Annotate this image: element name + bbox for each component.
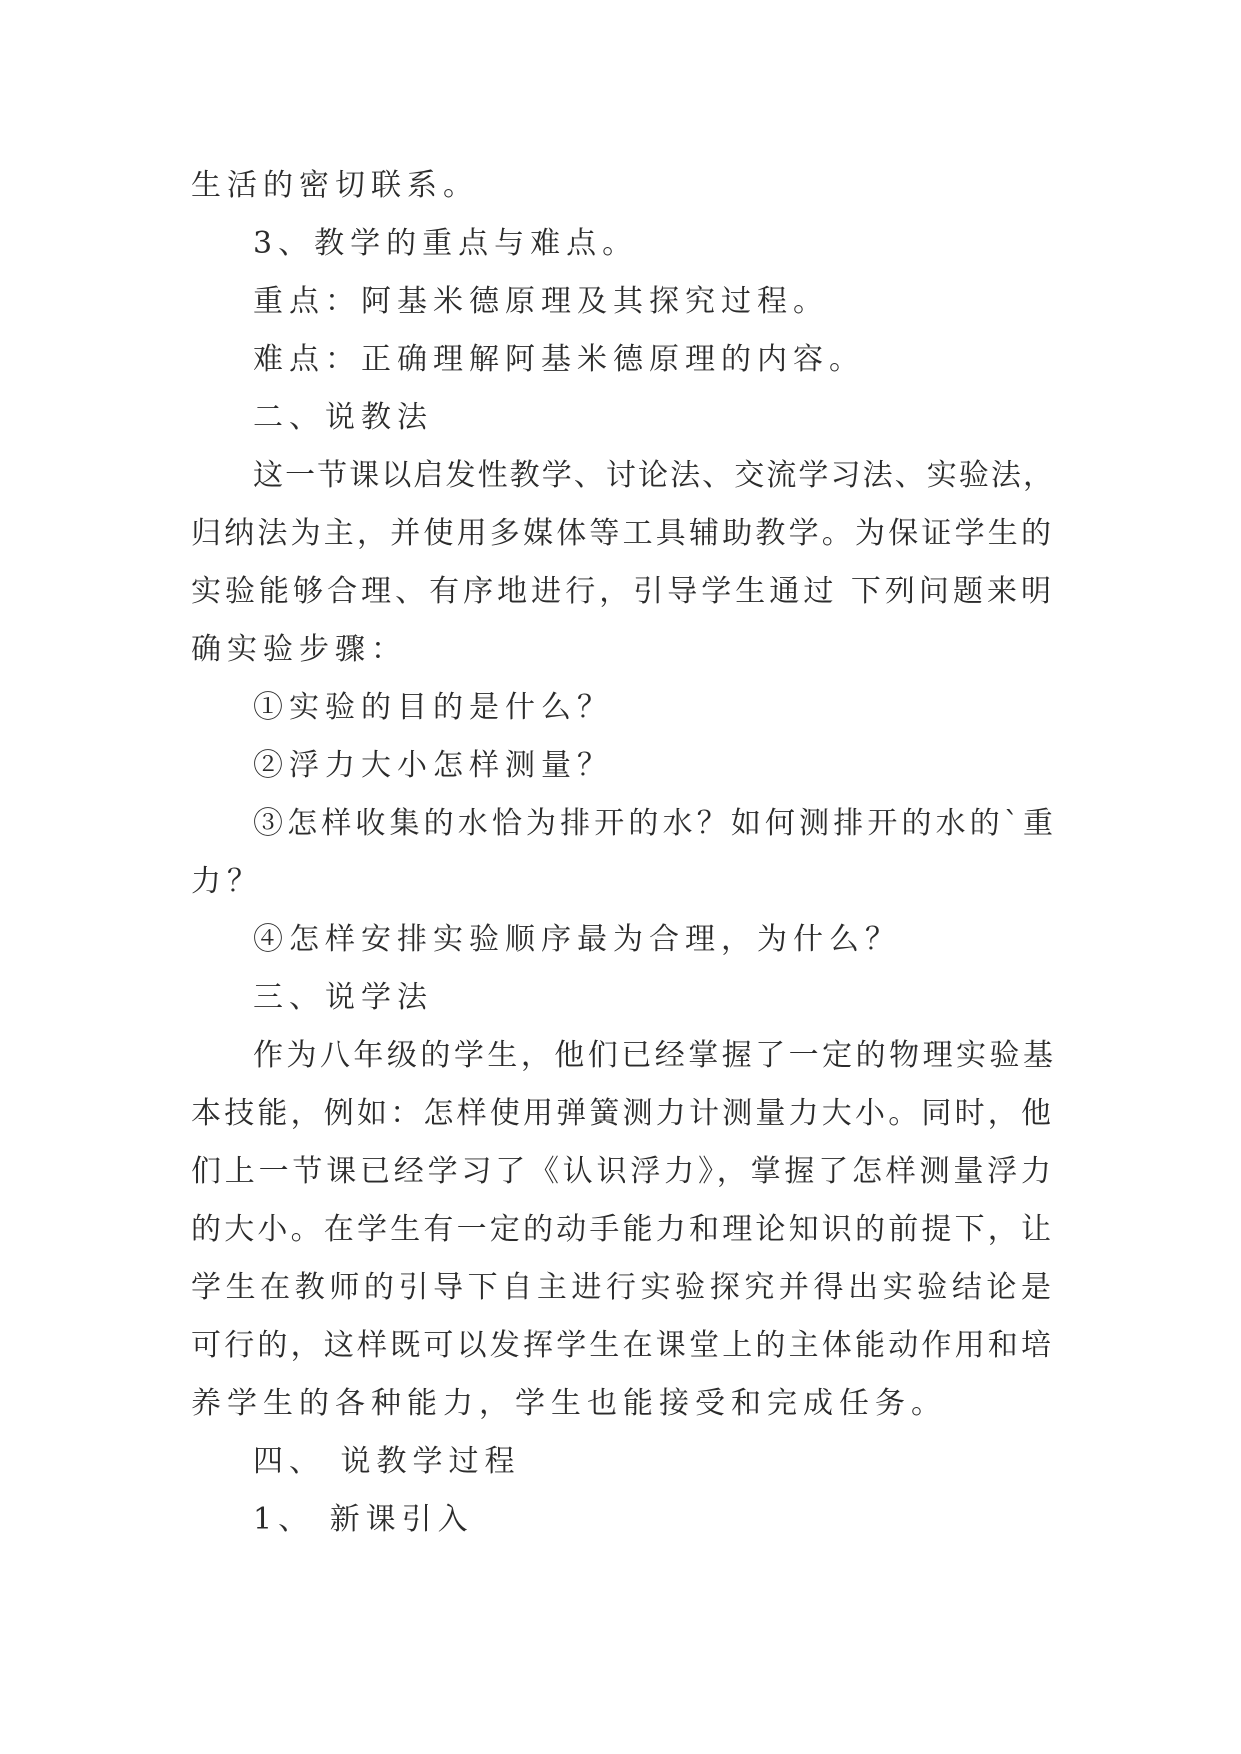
text-line: 这一节课以启发性教学、讨论法、交流学习法、实验法， (253, 458, 1053, 493)
text-line: 本技能，例如：怎样使用弹簧测力计测量力大小。同时，他 (191, 1096, 1051, 1131)
list-item: ②浮力大小怎样测量？ (253, 748, 613, 783)
text-line: 难点：正确理解阿基米德原理的内容。 (253, 342, 865, 377)
text-line: 可行的，这样既可以发挥学生在课堂上的主体能动作用和培 (191, 1328, 1051, 1363)
text-line: 的大小。在学生有一定的动手能力和理论知识的前提下，让 (191, 1212, 1051, 1247)
section-heading: 二、说教法 (253, 400, 433, 435)
section-heading: 四、 说教学过程 (253, 1444, 521, 1479)
section-heading: 三、说学法 (253, 980, 433, 1015)
text-line: 3、教学的重点与难点。 (253, 226, 639, 261)
text-line: 们上一节课已经学习了《认识浮力》，掌握了怎样测量浮力 (191, 1154, 1051, 1189)
text-line: 养学生的各种能力，学生也能接受和完成任务。 (191, 1386, 947, 1421)
text-line: 确实验步骤： (191, 632, 407, 667)
text-line: 学生在教师的引导下自主进行实验探究并得出实验结论是 (191, 1270, 1051, 1305)
subsection-heading: 1、 新课引入 (253, 1502, 474, 1537)
list-item: ①实验的目的是什么？ (253, 690, 613, 725)
text-line: 实验能够合理、有序地进行，引导学生通过 下列问题来明 (191, 574, 1051, 609)
text-line: 力？ (191, 864, 263, 899)
list-item: ④怎样安排实验顺序最为合理，为什么？ (253, 922, 901, 957)
text-line: 重点：阿基米德原理及其探究过程。 (253, 284, 829, 319)
text-line: 归纳法为主，并使用多媒体等工具辅助教学。为保证学生的 (191, 516, 1051, 551)
text-line: 作为八年级的学生，他们已经掌握了一定的物理实验基 (253, 1038, 1053, 1073)
list-item: ③怎样收集的水恰为排开的水？如何测排开的水的`重 (253, 806, 1053, 841)
text-line: 生活的密切联系。 (191, 168, 479, 203)
